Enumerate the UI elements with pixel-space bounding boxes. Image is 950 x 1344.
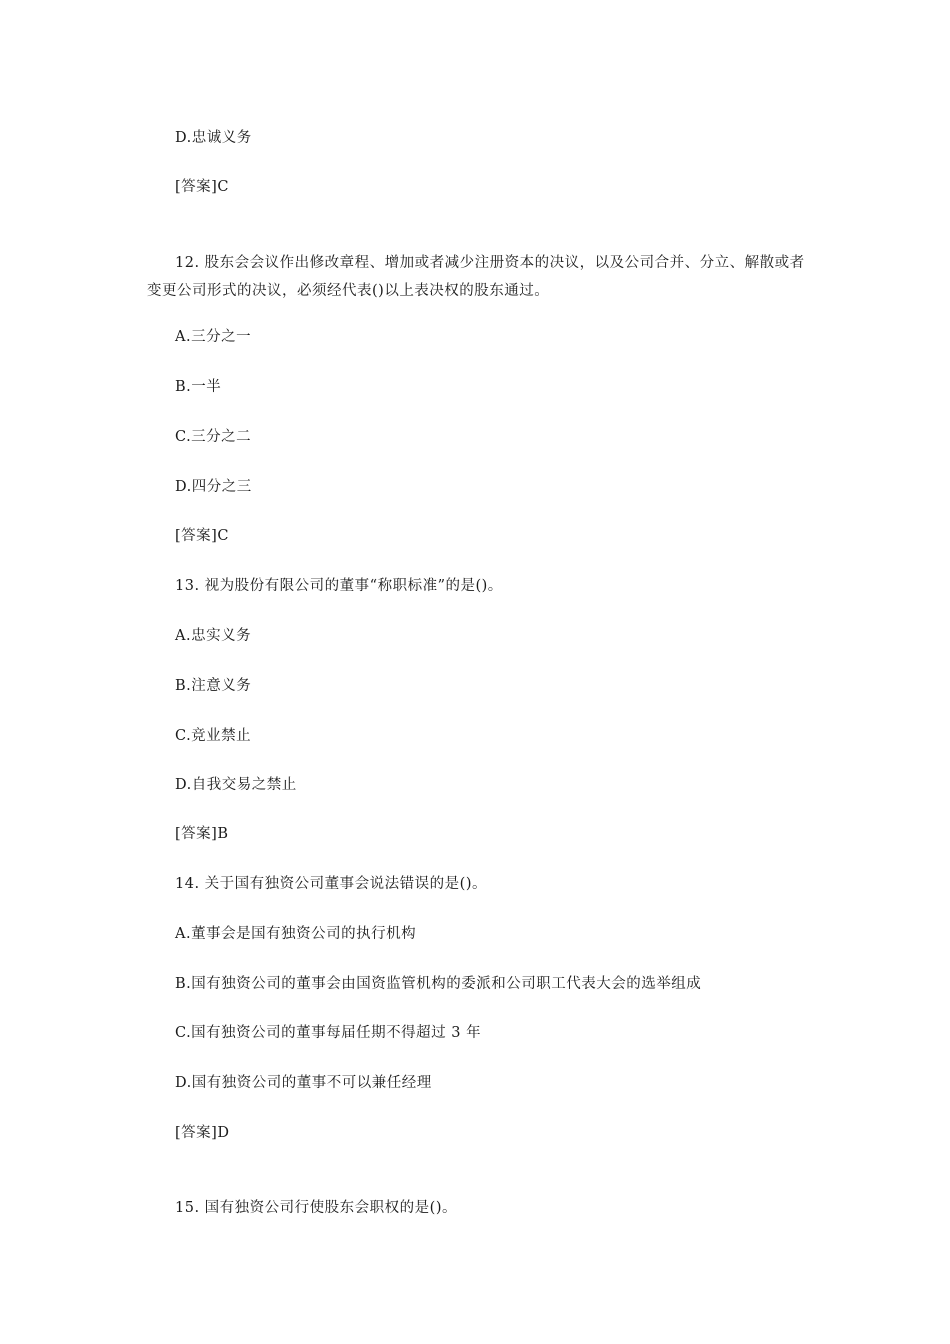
q13-option-d: D.自我交易之禁止 (175, 777, 297, 793)
q13-option-b: B.注意义务 (175, 678, 252, 694)
q15-stem: 15. 国有独资公司行使股东会职权的是()。 (175, 1200, 457, 1216)
q12-option-c: C.三分之二 (175, 429, 252, 445)
q13-option-c: C.竞业禁止 (175, 728, 252, 744)
q14-option-a: A.董事会是国有独资公司的执行机构 (175, 926, 417, 942)
q14-option-b: B.国有独资公司的董事会由国资监管机构的委派和公司职工代表大会的选举组成 (175, 976, 702, 992)
q14-option-d: D.国有独资公司的董事不可以兼任经理 (175, 1075, 432, 1091)
q14-answer: [答案]D (175, 1125, 230, 1141)
q12-stem: 12. 股东会会议作出修改章程、增加或者减少注册资本的决议，以及公司合并、分立、解散或者变更公司形式的决议，必须经代表()以上表决权的股东通过。 (147, 255, 805, 299)
q13-stem: 13. 视为股份有限公司的董事“称职标准”的是()。 (175, 578, 503, 594)
q11-answer: [答案]C (175, 179, 229, 195)
q13-option-a: A.忠实义务 (175, 628, 252, 644)
q14-option-c: C.国有独资公司的董事每届任期不得超过 3 年 (175, 1025, 482, 1041)
q12-option-a: A.三分之一 (175, 329, 252, 345)
q14-stem: 14. 关于国有独资公司董事会说法错误的是()。 (175, 876, 487, 892)
q12-option-d: D.四分之三 (175, 479, 252, 495)
q11-option-d: D.忠诚义务 (175, 130, 252, 146)
q12-answer: [答案]C (175, 528, 229, 544)
q13-answer: [答案]B (175, 826, 229, 842)
q12-option-b: B.一半 (175, 379, 222, 395)
